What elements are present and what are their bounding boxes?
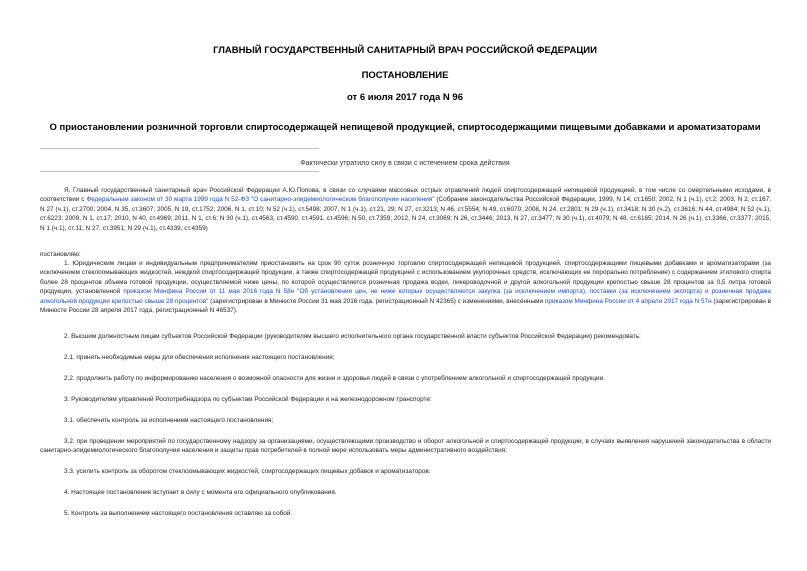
divider	[40, 148, 319, 149]
paragraph-5: 5. Контроль за выполнением настоящего постановления оставляю за собой.	[64, 510, 293, 517]
paragraph-2-1: 2.1. принять необходимые меры для обеспечения исполнения настоящего постановления;	[64, 354, 335, 361]
minfin-order-58n-link[interactable]: приказом Минфина России от 11 мая 2016 года N 58н "Об установлении цен, не ниже которых осуществляются закупка (за исключением импорта), поставки (за исключением экспорта) и розничная продажа алкогольной продукции крепостью свыше 28 процентов"	[40, 288, 771, 305]
paragraph-3: 3. Руководителям управлений Роспотребнадзора по субъектам Российской Федерации и на железнодорожном транспорте:	[64, 396, 432, 403]
paragraph-1	[40, 259, 771, 315]
document-type: ПОСТАНОВЛЕНИЕ	[361, 70, 449, 81]
intro-citation: (Собрание законодательства Российской Федерации, 1999, N 14, ст.1650; 2002, N 1 (ч.1), ст.2; 2003, N 2, ст.167; N 27 (ч.1), ст.2700; 2004, N 35, ст.3607; 2005, N 19, ст.1752; 2006, N 1, ст.10; N 52 (ч.1), ст.5498; 2007, N 1 (ч.1), ст.21, 29; N 27, ст.3213; N 46, ст.5554; N 49, ст.6070; 2008, N 24, ст.2801; N 29 (ч.1), ст.3418; N 30 (ч.2), ст.3616; N 44, ст.4984; N 52 (ч.1), ст.6223; 2009, N 1, ст.17; 2010, N 40, ст.4969; 2011, N 1, ст.6; N 30 (ч.1), ст.4563, ст.4590, ст.4591, ст.4596; N 50, ст.7359; 2012, N 24, ст.3069; N 26, ст.3446; 2013, N 27, ст.3477; N 30 (ч.1), ст.4079; N 48, ст.6165; 2014, N 26 (ч.1), ст.3366, ст.3377; 2015, N 1 (ч.1), ст.11; N 27, ст.3951; N 29 (ч.1), ст.4339, ст.4359)	[40, 196, 771, 232]
paragraph-3-3: 3.3. усилить контроль за оборотом стеклоомывающих жидкостей, спиртосодержащих пищевых добавок и ароматизаторов.	[64, 468, 431, 475]
document-title: О приостановлении розничной торговли спиртосодержащей непищевой продукцией, спиртосодержащими пищевыми добавками и ароматизаторами	[49, 122, 761, 133]
intro-text: Я, Главный государственный санитарный врач Российской Федерации А.Ю.Попова, в связи со случаями массовых острых отравлений людей спиртосодержащей непищевой продукцией, в том числе со смертельными исходами, в соответствии с	[40, 187, 771, 204]
resolve-line: постановляю:	[40, 251, 81, 258]
paragraph-2-2: 2.2. продолжить работу по информированию населения о возможной опасности для жизни и здоровья людей в связи с употреблением алкогольной и спиртосодержащей продукции.	[64, 375, 605, 382]
paragraph-3-1: 3.1. обеспечить контроль за исполнением настоящего постановления;	[64, 417, 274, 424]
p1-text-3: (зарегистрирован в Минюсте России 28 апреля 2017 года, регистрационный N 46537).	[40, 297, 771, 315]
divider	[40, 171, 319, 172]
intro-paragraph	[40, 186, 771, 233]
paragraph-3-2: 3.2. при проведении мероприятий по государственному надзору за организациями, осуществляющими производство и оборот алкогольной и спиртосодержащей продукции, в случаях выявления нарушений законодательства в области санитарно-эпидемиологического благополучия населения и защиты прав потребителей в полной мере использовать меры административного воздействия;	[40, 438, 771, 455]
p1-text: 1. Юридическим лицам и индивидуальным предпринимателям приостановить на срок 90 суток розничную торговлю спиртосодержащей непищевой продукцией, спиртосодержащими пищевыми добавками и ароматизаторами (за исключением стеклоомывающих жидкостей, неждкой спиртосодержащей продукции, а также спиртосодержащей продукцией с использованием укупорочных средств, исключающих ее порорально потребление) с содержанием этилового спирта более 28 процентов объема готовой продукции, осуществляемой ниже цены, по которой осуществляется розничная продажа водки, ликероводочной и другой алкогольной продукции крепостью свыше 28 процентов за 0,5 литра готовой продукции, установленной	[40, 260, 771, 296]
paragraph-4: 4. Настоящее постановление вступает в силу с момента его официального опубликования.	[64, 489, 337, 496]
issuer-heading: ГЛАВНЫЙ ГОСУДАРСТВЕННЫЙ САНИТАРНЫЙ ВРАЧ РОССИЙСКОЙ ФЕДЕРАЦИИ	[213, 45, 597, 56]
p1-text-2: (зарегистрирован в Минюсте России 31 мая 2016 года, регистрационный N 42365) с изменениями, внесенными	[208, 297, 545, 305]
paragraph-2: 2. Высшим должностным лицам субъектов Российской Федерации (руководителям высшего исполнительного органа государственной власти субъектов Российской Федерации) рекомендовать:	[64, 333, 641, 340]
minfin-order-57n-link[interactable]: приказом Минфина России от 4 апреля 2017 года N 57н	[544, 297, 712, 305]
document-date: от 6 июля 2017 года N 96	[346, 92, 464, 103]
status-note: Фактически утратило силу в связи с истечением срока действия	[300, 160, 510, 167]
federal-law-link[interactable]: Федеральным законом от 30 марта 1999 года N 52-ФЗ "О санитарно-эпидемиологическом благополучии населения"	[86, 196, 435, 204]
